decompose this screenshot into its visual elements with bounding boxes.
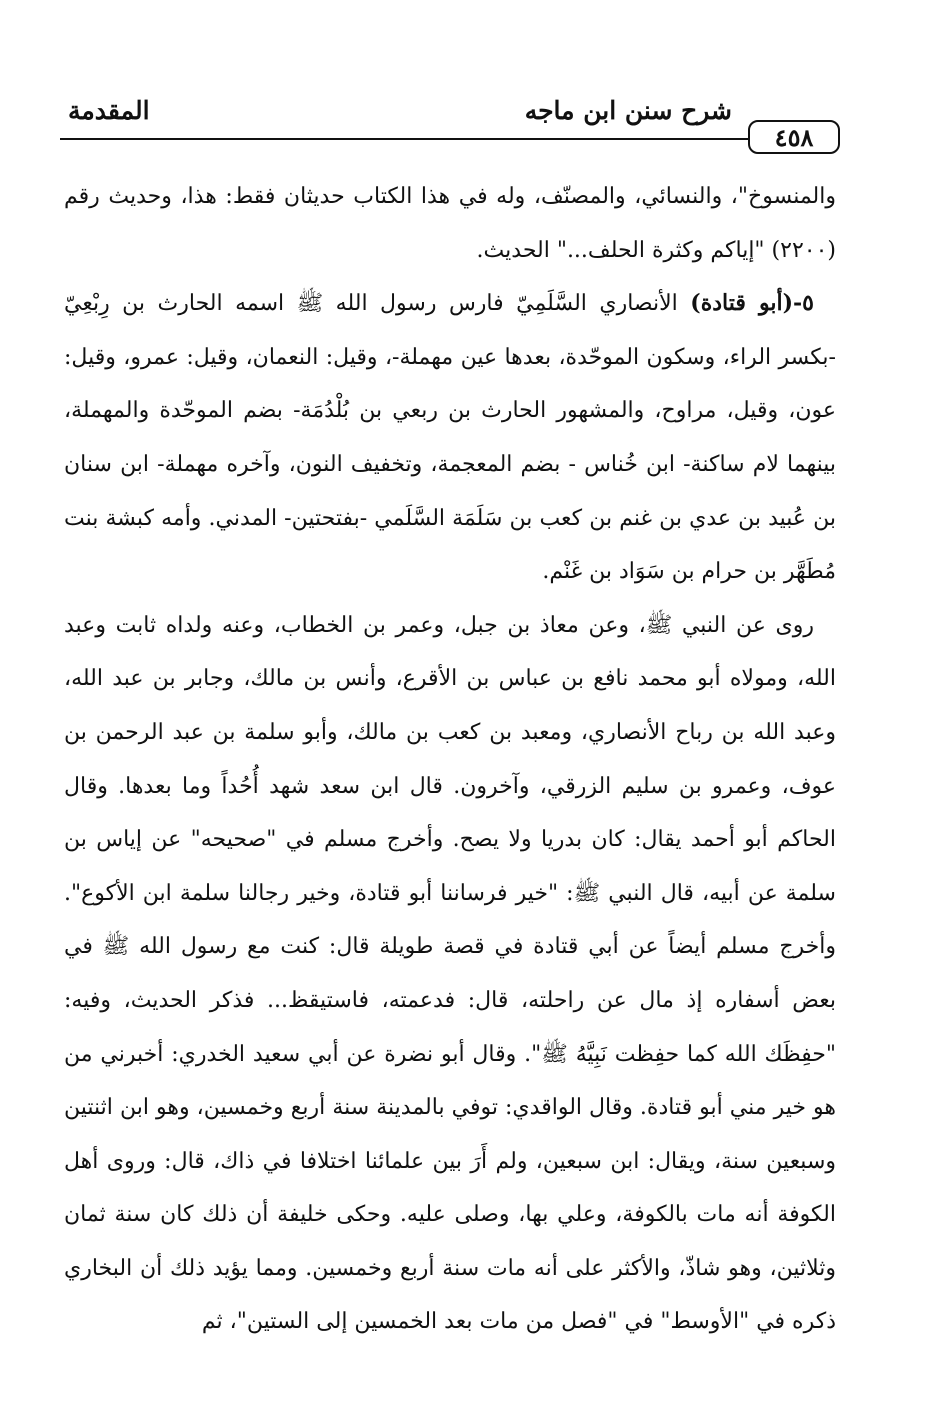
paragraph: والمنسوخ"، والنسائي، والمصنّف، وله في هذا الكتاب حديثان فقط: هذا، وحديث رقم (٢٢٠٠) "إياكم وكثرة الحلف..." الحديث. [64,184,836,263]
paragraph [64,277,836,599]
page-header [60,92,840,158]
entry-heading: ٥-(أبو قتادة) [690,290,814,317]
page-number: ٤٥٨ [748,120,840,154]
paragraph: روى عن النبي ﷺ، وعن معاذ بن جبل، وعمر بن الخطاب، وعنه ولداه ثابت وعبد الله، ومولاه أبو محمد نافع بن عباس بن الأقرع، وأنس بن مالك، وجابر بن عبد الله، وعبد الله بن رباح الأنصاري، ومعبد بن كعب بن مالك، وأبو سلمة بن عبد الرحمن بن عوف، وعمرو بن سليم الزرقي، وآخرون. قال ابن سعد شهد أُحُداً وما بعدها. وقال الحاكم أبو أحمد يقال: كان بدريا ولا يصح. وأخرج مسلم في "صحيحه" عن إياس بن سلمة عن أبيه، قال النبي ﷺ: "خير فرساننا أبو قتادة، وخير رجالنا سلمة ابن الأكوع". وأخرج مسلم أيضاً عن أبي قتادة في قصة طويلة قال: كنت مع رسول الله ﷺ في بعض أسفاره إذ مال عن راحلته، قال: فدعمته، فاستيقظ... فذكر الحديث، وفيه: "حفِظَك الله كما حفِظت نَبِيَّهُ ﷺ". وقال أبو نضرة عن أبي سعيد الخدري: أخبرني من هو خير مني أبو قتادة. وقال الواقدي: توفي بالمدينة سنة أربع وخمسين، وهو ابن اثنتين وسبعين سنة، ويقال: ابن سبعين، ولم أَرَ بين علمائنا اختلافا في ذاك، قال: وروى أهل الكوفة أنه مات بالكوفة، وعلي بها، وصلى عليه. وحكى خليفة أن ذلك كان سنة ثمان وثلاثين، وهو شاذّ، والأكثر على أنه مات سنة أربع وخمسين. ومما يؤيد ذلك أن البخاري ذكره في "الأوسط" في "فصل من مات بعد الخمسين إلى الستين"، ثم [64,612,837,1335]
book-title: شرح سنن ابن ماجه [524,96,732,125]
page-body [64,170,836,1349]
header-divider [60,138,748,140]
entry-text: الأنصاري السَّلَمِيّ فارس رسول الله ﷺ اسمه الحارث بن رِبْعِيّ -بكسر الراء، وسكون الموحّدة، بعدها عين مهملة-، وقيل: النعمان، وقيل: عمرو، وقيل: عون، وقيل، مراوح، والمشهور الحارث بن ربعي بن بُلْدُمَة- بضم الموحّدة والمهملة، بينهما لام ساكنة- ابن خُناس - بضم المعجمة، وتخفيف النون، وآخره مهملة- ابن سنان بن عُبيد بن عدي بن غنم بن كعب بن سَلَمَة السَّلَمي -بفتحتين- المدني. وأمه كبشة بنت مُطَهَّر بن حرام بن سَوَاد بن غَنْم. [64,291,836,585]
section-title: المقدمة [68,96,150,125]
